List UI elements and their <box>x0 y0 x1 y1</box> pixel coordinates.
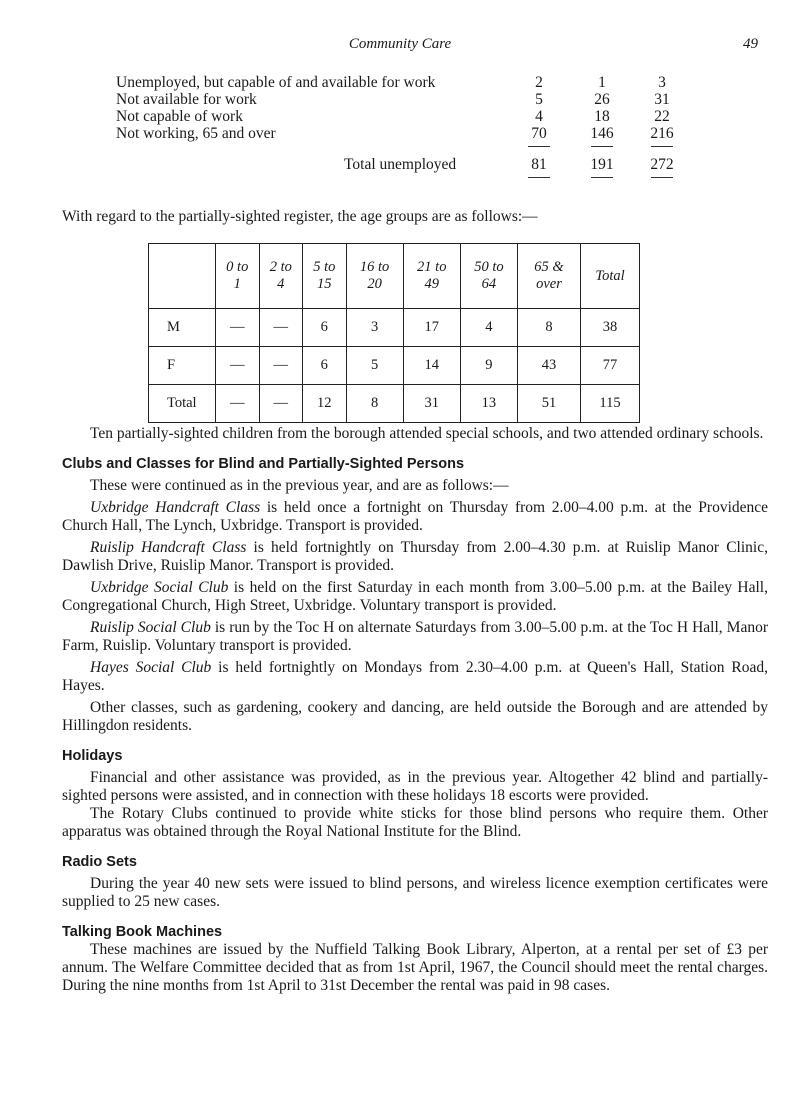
table-row <box>116 91 716 108</box>
paragraph: These machines are issued by the Nuffield Talking Book Library, Alperton, at a rental per set of £3 per annum. The Welfare Committee decided that as from 1st April, 1967, the Council should meet the rental charges. During the nine months from 1st April to 31st December the rental was paid in 98 cases. <box>62 941 768 994</box>
paragraph: The Rotary Clubs continued to provide white sticks for those blind persons who require them. Other apparatus was obtained through the Royal National Institute for the Blind. <box>62 805 768 840</box>
paragraph: Ruislip Handcraft Class is held fortnightly on Thursday from 2.00–4.30 p.m. at Ruislip Manor Clinic, Dawlish Drive, Ruislip Manor. Transport is provided. <box>62 539 768 574</box>
cell-value: 2 <box>535 74 543 91</box>
cell-value: 216 <box>650 125 674 142</box>
section-heading: Clubs and Classes for Blind and Partially-Sighted Persons <box>62 456 465 472</box>
column-header: 0 to 1 <box>216 244 260 309</box>
club-name: Ruislip Handcraft Class <box>90 539 247 556</box>
cell: 13 <box>460 385 517 423</box>
club-name: Ruislip Social Club <box>90 619 211 636</box>
row-label: Not available for work <box>116 91 257 108</box>
header-row <box>149 244 640 309</box>
table-row <box>116 108 716 125</box>
column-header-total: Total <box>581 244 640 309</box>
paragraph: Uxbridge Handcraft Class is held once a fortnight on Thursday from 2.00–4.00 p.m. at the Providence Church Hall, The Lynch, Uxbridge. Transport is provided. <box>62 499 769 534</box>
cell-value: 70 <box>531 125 547 142</box>
club-name: Uxbridge Social Club <box>90 579 229 596</box>
total-row <box>116 156 716 173</box>
page-number: 49 <box>743 36 758 52</box>
employment-table <box>116 74 716 187</box>
cell: 4 <box>460 309 517 347</box>
cell: 14 <box>403 347 460 385</box>
cell-value: 3 <box>658 74 666 91</box>
total-value: 81 <box>531 156 547 173</box>
row-label: M <box>149 309 216 347</box>
age-intro: With regard to the partially-sighted register, the age groups are as follows:— <box>62 208 538 225</box>
paragraph: Ruislip Social Club is run by the Toc H on alternate Saturdays from 3.00–5.00 p.m. at the Toc H Hall, Manor Farm, Ruislip. Voluntary transport is provided. <box>62 619 769 654</box>
cell: — <box>216 347 260 385</box>
cell-value: 26 <box>594 91 610 108</box>
paragraph: Hayes Social Club is held fortnightly on Mondays from 2.30–4.00 p.m. at Queen's Hall, Station Road, Hayes. <box>62 659 768 694</box>
paragraph: Ten partially-sighted children from the borough attended special schools, and two attended ordinary schools. <box>90 425 764 442</box>
cell: — <box>216 385 260 423</box>
cell: 5 <box>346 347 403 385</box>
cell-value: 22 <box>654 108 670 125</box>
paragraph: Uxbridge Social Club is held on the first Saturday in each month from 3.00–5.00 p.m. at the Bailey Hall, Congregational Church, High Street, Uxbridge. Voluntary transport is provided. <box>62 579 768 614</box>
cell: 115 <box>581 385 640 423</box>
column-header: 16 to 20 <box>346 244 403 309</box>
paragraph: During the year 40 new sets were issued to blind persons, and wireless licence exemption certificates were supplied to 25 new cases. <box>62 875 768 910</box>
cell: 6 <box>303 347 347 385</box>
table-row <box>149 347 640 385</box>
cell-value: 18 <box>594 108 610 125</box>
paragraph: Other classes, such as gardening, cookery and dancing, are held outside the Borough and are attended by Hillingdon residents. <box>62 699 768 734</box>
section-heading: Radio Sets <box>62 854 137 870</box>
column-header: 5 to 15 <box>303 244 347 309</box>
cell: 8 <box>518 309 581 347</box>
section-heading: Holidays <box>62 748 123 764</box>
sum-rule <box>116 173 716 187</box>
cell: 3 <box>346 309 403 347</box>
cell: — <box>259 385 303 423</box>
cell-value: 5 <box>535 91 543 108</box>
row-label: Unemployed, but capable of and available for work <box>116 74 436 91</box>
column-header: 65 & over <box>518 244 581 309</box>
cell: — <box>259 347 303 385</box>
cell: — <box>216 309 260 347</box>
column-header: 21 to 49 <box>403 244 460 309</box>
table-row <box>116 74 716 91</box>
cell: 6 <box>303 309 347 347</box>
running-title: Community Care <box>348 36 452 52</box>
row-label: Total <box>149 385 216 423</box>
cell: 17 <box>403 309 460 347</box>
cell: 8 <box>346 385 403 423</box>
club-name: Hayes Social Club <box>90 659 212 676</box>
cell: 43 <box>518 347 581 385</box>
cell-value: 1 <box>598 74 606 91</box>
row-label: Not capable of work <box>116 108 243 125</box>
table-row <box>149 309 640 347</box>
page-header <box>0 36 800 56</box>
total-value: 272 <box>650 156 674 173</box>
total-value: 191 <box>590 156 614 173</box>
club-name: Uxbridge Handcraft Class <box>90 499 261 516</box>
column-header: 2 to 4 <box>259 244 303 309</box>
age-group-table <box>148 243 640 423</box>
row-label: Not working, 65 and over <box>116 125 276 142</box>
body-text <box>62 425 768 995</box>
paragraph: Financial and other assistance was provided, as in the previous year. Altogether 42 blind and partially-sighted persons were assisted, and in connection with these holidays 18 escorts were provided. <box>62 769 768 804</box>
cell: 77 <box>581 347 640 385</box>
cell: 31 <box>403 385 460 423</box>
empty-header <box>149 244 216 309</box>
row-label: F <box>149 347 216 385</box>
cell-value: 4 <box>535 108 543 125</box>
cell: — <box>259 309 303 347</box>
cell-value: 146 <box>590 125 614 142</box>
cell: 38 <box>581 309 640 347</box>
table-row <box>116 125 716 142</box>
cell: 12 <box>303 385 347 423</box>
column-header: 50 to 64 <box>460 244 517 309</box>
cell-value: 31 <box>654 91 670 108</box>
sum-rule <box>116 142 716 156</box>
cell: 51 <box>518 385 581 423</box>
cell: 9 <box>460 347 517 385</box>
table-row <box>149 385 640 423</box>
total-label: Total unemployed <box>344 156 457 173</box>
section-heading: Talking Book Machines <box>62 924 223 940</box>
paragraph: These were continued as in the previous year, and are as follows:— <box>90 477 509 494</box>
